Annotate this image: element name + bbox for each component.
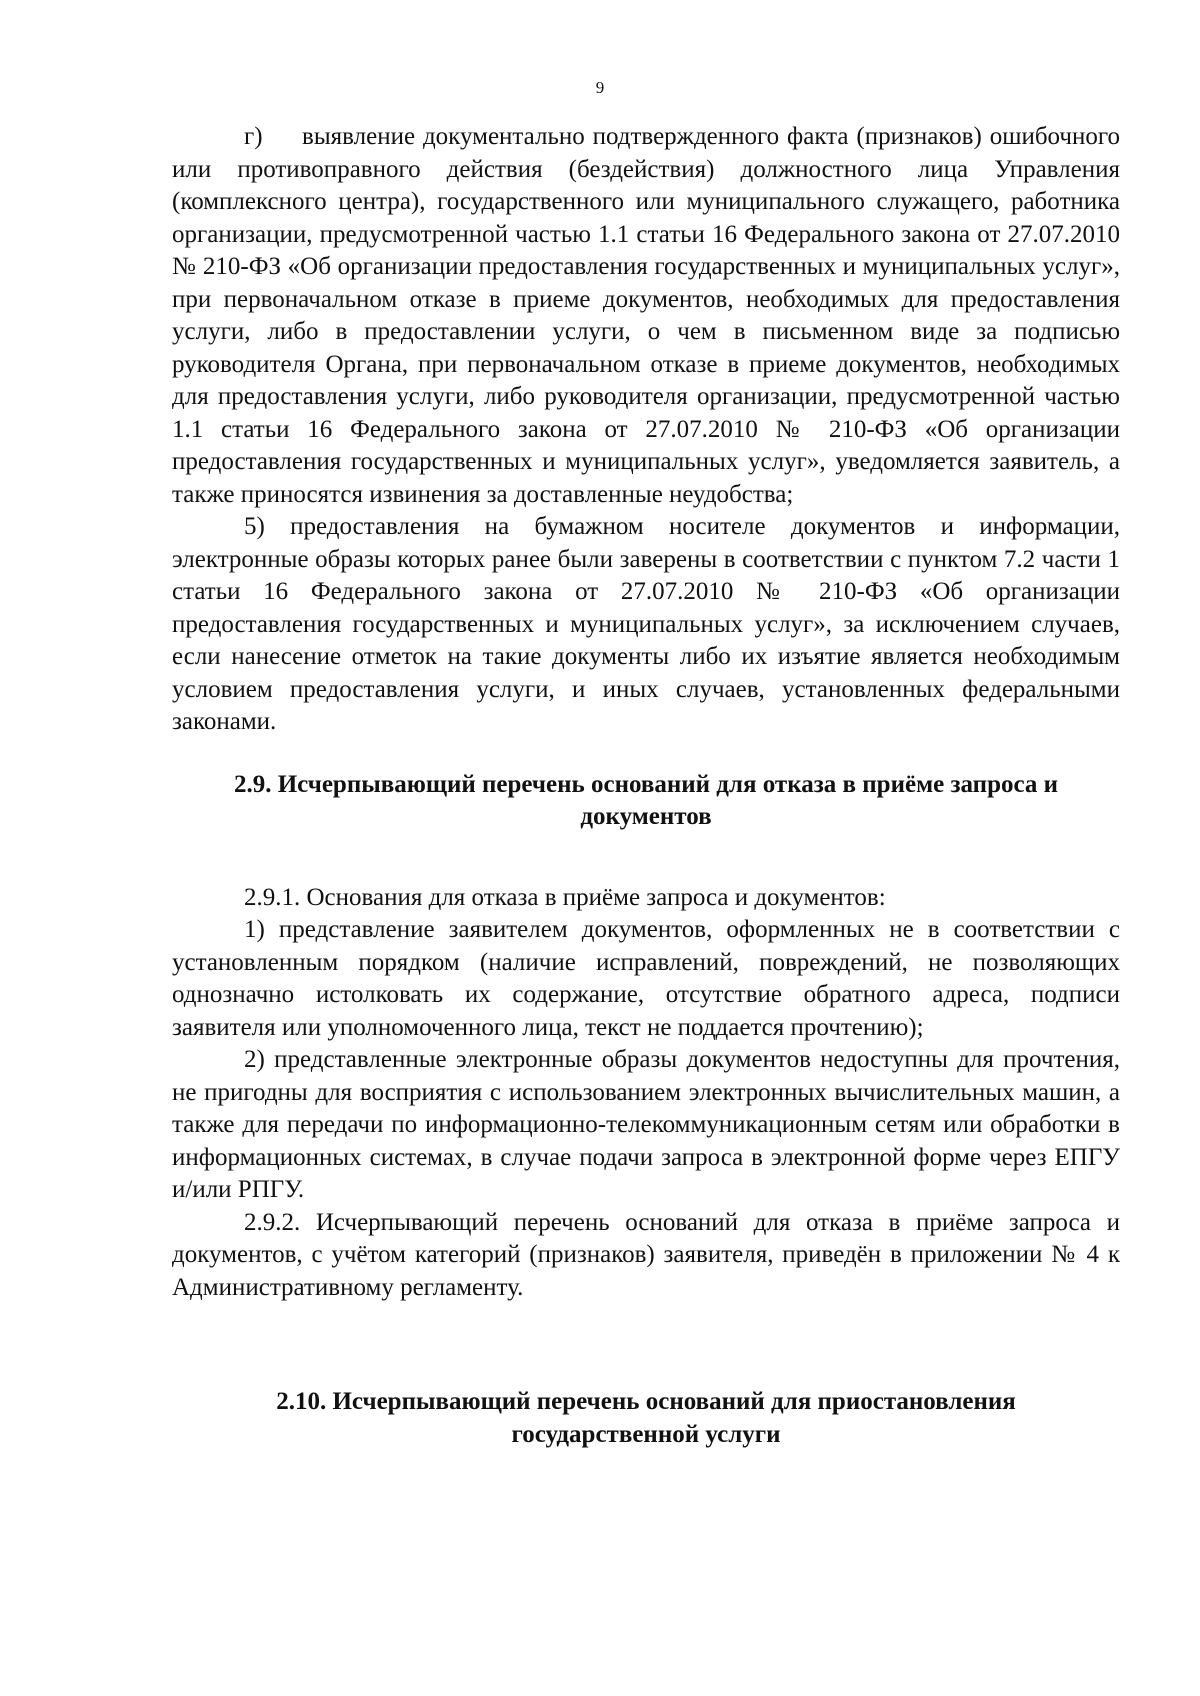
paragraph-2-9-2: 2.9.2. Исчерпывающий перечень оснований для отказа в приёме запроса и документов, с учётом категорий (признаков) заявителя, приведён в приложении № 4 к Административному регламенту. xyxy=(172,1208,1120,1301)
page-number: 9 xyxy=(595,78,605,97)
section-heading-2-10: 2.10. Исчерпывающий перечень оснований для приостановления государственной услуги xyxy=(276,1388,1016,1448)
paragraph-item-2: 2) представленные электронные образы документов недоступны для прочтения, не пригодны для восприятия с использованием электронных вычислительных машин, а также для передачи по информационно-телекоммуникационным сетям или обработки в информационных системах, в случае подачи запроса в электронной форме через ЕПГУ и/или РПГУ. xyxy=(172,1046,1120,1203)
document-body xyxy=(172,121,1120,1451)
paragraph-g: г) выявление документально подтвержденного факта (признаков) ошибочного или противоправного действия (бездействия) должностного лица Управления (комплексного центра), государственного или муниципального служащего, работника организации, предусмотренной частью 1.1 статьи 16 Федерального закона от 27.07.2010 № 210-ФЗ «Об организации предоставления государственных и муниципальных услуг», при первоначальном отказе в приеме документов, необходимых для предоставления услуги, либо в предоставлении услуги, о чем в письменном виде за подписью руководителя Органа, при первоначальном отказе в приеме документов, необходимых для предоставления услуги, либо руководителя организации, предусмотренной частью 1.1 статьи 16 Федерального закона от 27.07.2010 № 210-ФЗ «Об организации предоставления государственных и муниципальных услуг», уведомляется заявитель, а также приносятся извинения за доставленные неудобства; xyxy=(172,123,1120,508)
paragraph-item-1: 1) представление заявителем документов, оформленных не в соответствии с установленным порядком (наличие исправлений, повреждений, не позволяющих однозначно истолковать их содержание, отсутствие обратного адреса, подписи заявителя или уполномоченного лица, текст не поддается прочтению); xyxy=(172,916,1120,1041)
paragraph-5: 5) предоставления на бумажном носителе документов и информации, электронные образы которых ранее были заверены в соответствии с пунктом 7.2 части 1 статьи 16 Федерального закона от 27.07.2010 № 210-ФЗ «Об организации предоставления государственных и муниципальных услуг», за исключением случаев, если нанесение отметок на такие документы либо их изъятие является необходимым условием предоставления услуги, и иных случаев, установленных федеральными законами. xyxy=(172,513,1120,735)
paragraph-2-9-1: 2.9.1. Основания для отказа в приёме запроса и документов: xyxy=(244,883,886,911)
section-heading-2-9: 2.9. Исчерпывающий перечень оснований для отказа в приёме запроса и документов xyxy=(233,770,1059,830)
